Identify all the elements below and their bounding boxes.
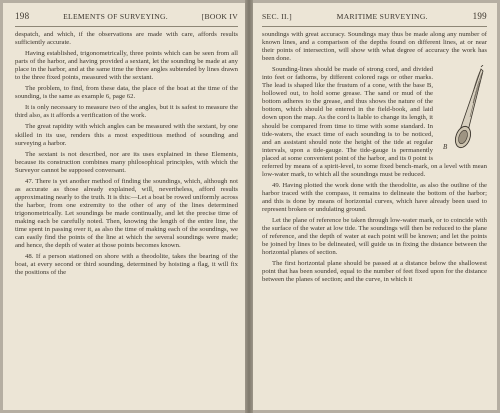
paragraph: Having established, trigonometrically, three points which can be seen from all parts of the harbor, and having provided a sextant, let the sounding be made at any place in the harbor, and at the same time the three angles subtended by lines drawn to the three fixed points, measured with the sextant. <box>15 50 238 82</box>
left-page-number: 198 <box>15 11 30 21</box>
right-page <box>253 3 497 410</box>
paragraph: soundings with great accuracy. Soundings may thus be made along any number of known lines, and a comparison of the depths found on different lines, at or near their points of intersection, will show with what degree of accuracy the work has been done. <box>262 31 487 63</box>
paragraph: It is only necessary to measure two of the angles, but it is safest to measure the third also, as it affords a verification of the work. <box>15 104 238 120</box>
book-gutter <box>245 0 253 413</box>
paragraph: 49. Having plotted the work done with the theodolite, as also the outline of the harbor traced with the compass, it remains to delineate the bottom of the harbor; and this is done by means of horizontal curves, which have already been used to represent broken or undulating ground. <box>262 181 487 213</box>
paragraph: 48. If a person stationed on shore with a theodolite, takes the bearing of the boat, at every second or third sounding, determined by hoisting a flag, it will fix the positions of the <box>15 253 238 277</box>
left-page-header <box>15 11 238 27</box>
paragraph: The great rapidity with which angles can be measured with the sextant, by one skilled in its use, renders this a most expeditious method of sounding and surveying a harbor. <box>15 123 238 147</box>
sounding-lead-figure <box>437 65 487 155</box>
right-page-header <box>262 11 487 27</box>
right-running-title: MARITIME SURVEYING. <box>336 12 428 21</box>
right-section-label: SEC. II.] <box>262 12 292 21</box>
right-page-number: 199 <box>472 11 487 21</box>
right-page-body <box>262 31 487 284</box>
paragraph: despatch, and which, if the observations are made with care, affords results sufficiently accurate. <box>15 31 238 47</box>
paragraph: Let the plane of reference be taken through low-water mark, or to coincide with the surface of the water at low tide. The soundings will then be reduced to the plane of reference, and the depth of water at each point will be known; and let the points be joined by lines to be delineated, will guide us in fixing the distance between the horizontal planes of section. <box>262 217 487 257</box>
left-book-label: [BOOK IV <box>201 12 238 21</box>
paragraph: The sextant is not described, nor are its uses explained in these Elements, because its construction combines many philosophical principles, with which the Surveyor cannot be supposed conversant. <box>15 150 238 174</box>
sounding-lead-icon <box>437 65 487 155</box>
left-page <box>3 3 245 410</box>
paragraph: The problem, to find, from these data, the place of the boat at the time of the sounding, is the same as example 6, page 62. <box>15 85 238 101</box>
paragraph: The first horizontal plane should be passed at a distance below the shallowest point that has been sounded, equal to the number of feet fixed upon for the distance between the planes of section; and the curve, in which it <box>262 260 487 284</box>
paragraph: 47. There is yet another method of finding the soundings, which, although not as accurate as those already explained, will, nevertheless, afford results approximating nearly to the truth. It is this:—Let a boat be rowed uniformly across the harbor, from one extremity to the other of any of the lines determined trigonometrically. Let soundings be made continually, and let the precise time of making each be carefully noted. Then, knowing the length of the entire line, the time spent in passing over it, as also the time of making each of the soundings, we can easily find the points of the line at which the several soundings were made; and hence, the depth of water at those points becomes known. <box>15 177 238 250</box>
left-running-title: ELEMENTS OF SURVEYING. <box>63 12 168 21</box>
paragraph: Sounding-lines should be made of strong cord, and divided into feet or fathoms, by different colored rags or other marks. The lead is shaped like the frustum of a cone, with the base B, hollowed out, to hold some grease. The sand or mud of the bottom adheres to the grease, and thus shows the nature of the bottom, which should be entered in the field-book, and laid down upon the map. As the cord is liable to change its length, it should be compared from time to time with some standard. In tide-waters, the exact time of each sounding is to be noticed, and an assistant should note the height of the tide at regular intervals, upon a tide-gauge. The tide-gauge is permanently placed at some convenient point of the harbor, and its 0 point is referred by means of a spirit-level, to some fixed bench-mark, on a level with mean low-water mark, to which all the soundings must be reduced. <box>262 66 487 178</box>
left-page-body <box>15 31 238 277</box>
figure-label: B <box>443 143 448 152</box>
